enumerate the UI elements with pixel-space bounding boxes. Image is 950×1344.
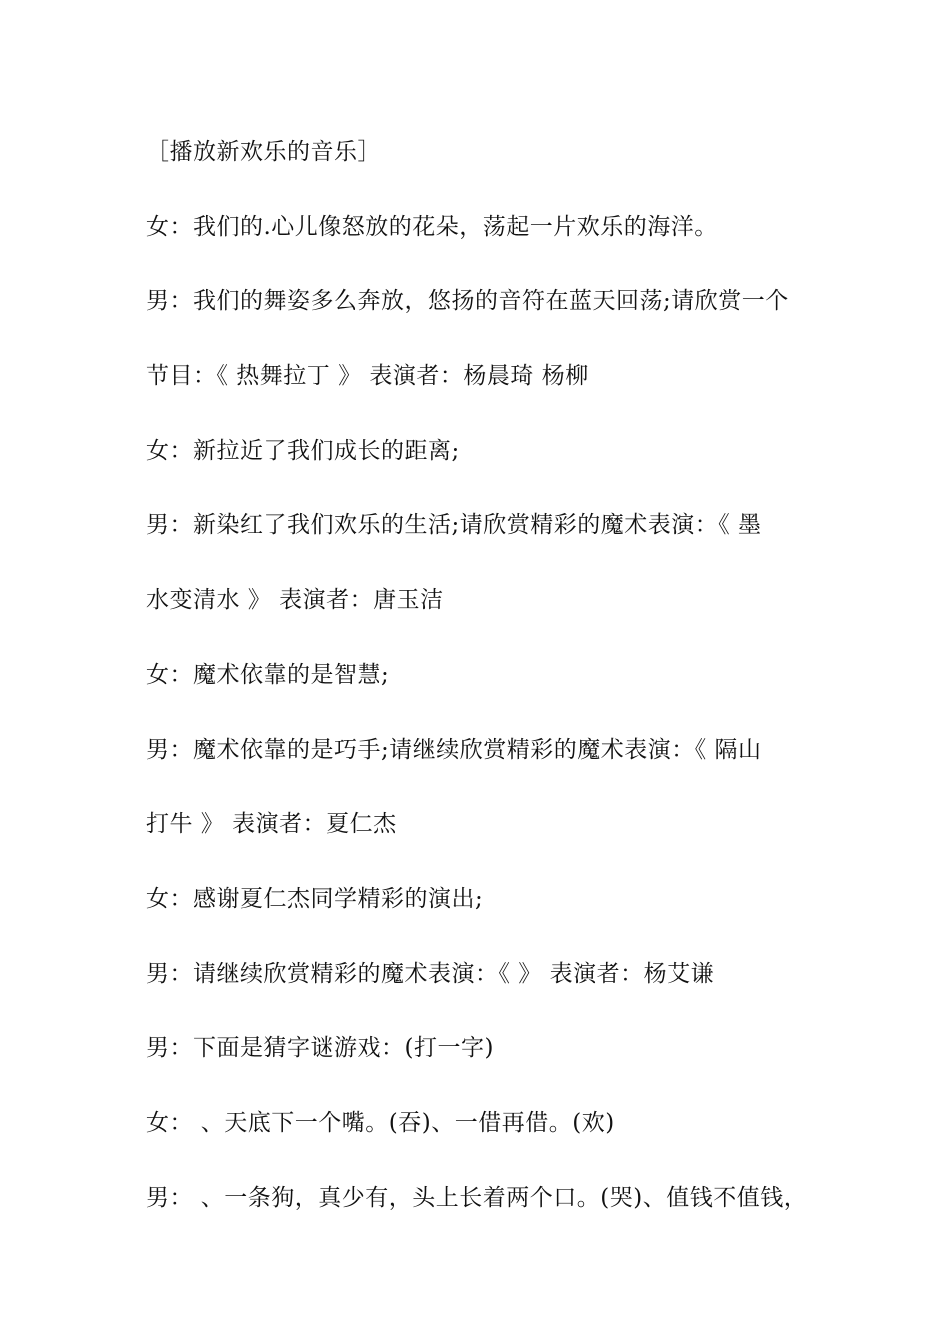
script-line: 男： 、一条狗，真少有，头上长着两个口。(哭)、值钱不值钱， <box>146 1185 808 1211</box>
script-line: 水变清水 》 表演者：唐玉洁 <box>146 587 444 613</box>
script-line: 打牛 》 表演者：夏仁杰 <box>146 811 397 837</box>
script-line: 男：请继续欣赏精彩的魔术表演：《 》 表演者：杨艾谦 <box>146 961 715 987</box>
script-line: 女：魔术依靠的是智慧; <box>146 662 390 688</box>
script-line: 男：魔术依靠的是巧手;请继续欣赏精彩的魔术表演：《 隔山 <box>146 737 762 763</box>
stage-direction: ［播放新欢乐的音乐］ <box>146 139 381 165</box>
script-line: 男：下面是猜字谜游戏：(打一字) <box>146 1035 494 1061</box>
script-line: 女：感谢夏仁杰同学精彩的演出; <box>146 886 484 912</box>
script-line: 男：新染红了我们欢乐的生活;请欣赏精彩的魔术表演：《 墨 <box>146 512 762 538</box>
script-line: 女：新拉近了我们成长的距离; <box>146 438 460 464</box>
script-line: 女：我们的.心儿像怒放的花朵，荡起一片欢乐的海洋。 <box>146 214 718 240</box>
script-line: 节目：《 热舞拉丁 》 表演者：杨晨琦 杨柳 <box>146 363 589 389</box>
script-line: 男：我们的舞姿多么奔放，悠扬的音符在蓝天回荡;请欣赏一个 <box>146 288 789 314</box>
script-line: 女： 、天底下一个嘴。(吞)、一借再借。(欢) <box>146 1110 615 1136</box>
